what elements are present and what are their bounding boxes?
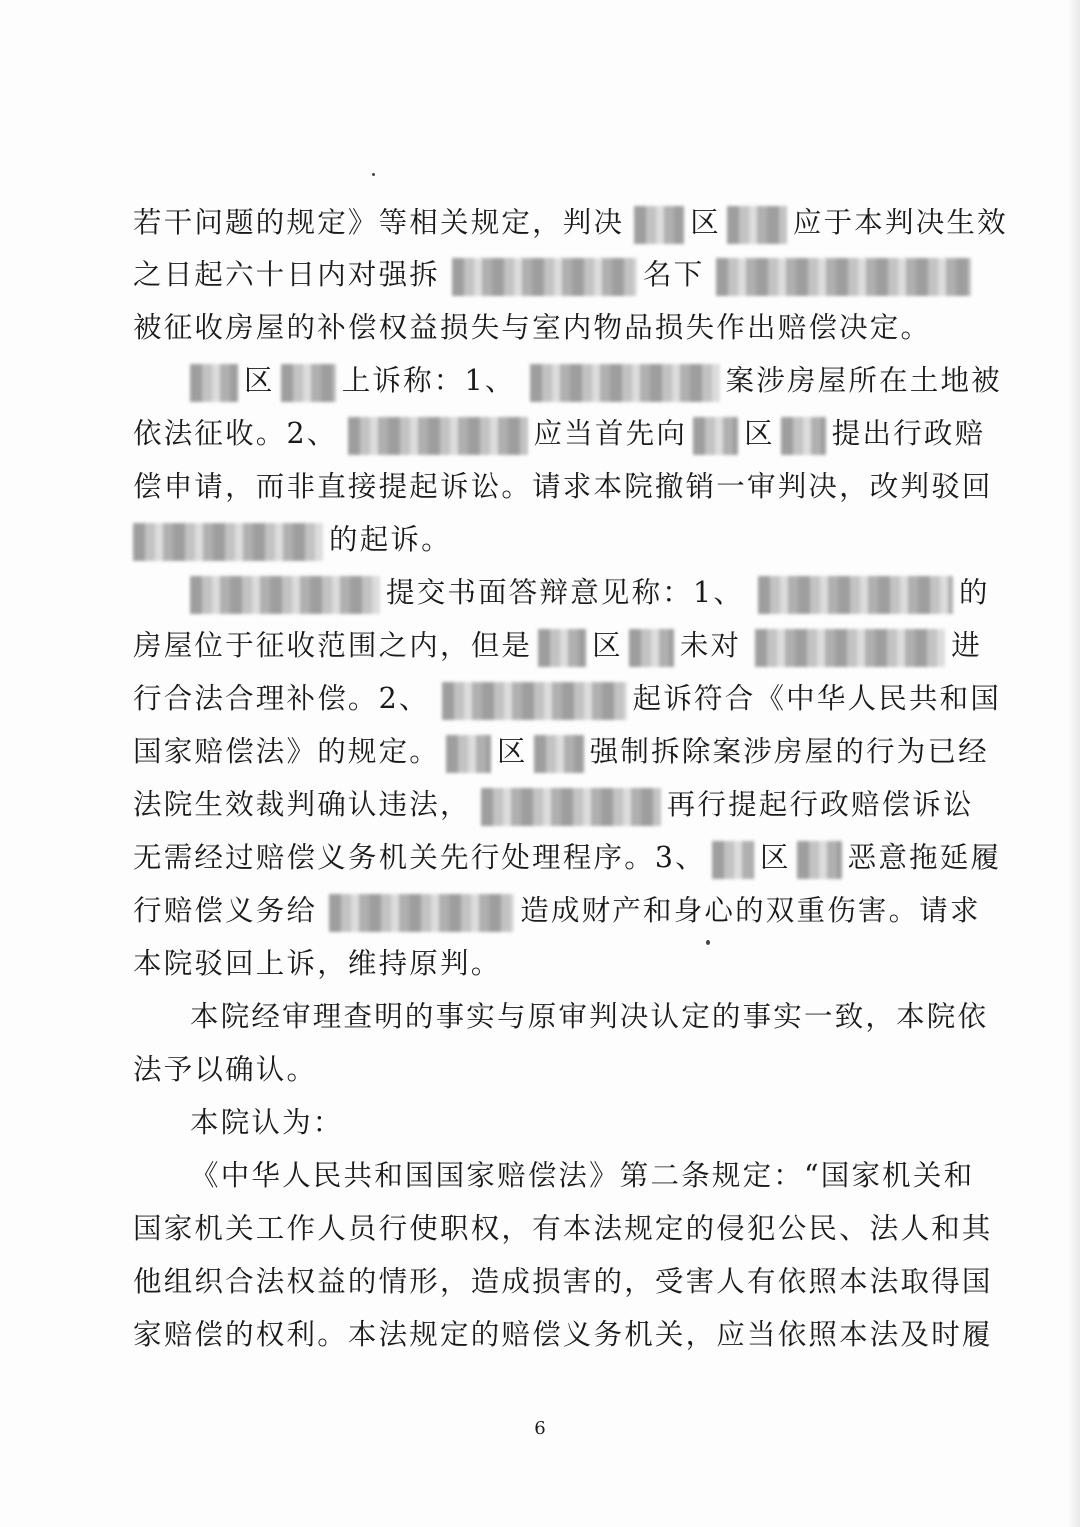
text-line [133, 514, 953, 566]
scan-speck [372, 173, 375, 176]
text-line [133, 461, 993, 513]
text-segment: 房屋位于征收范围之内，但是 [133, 629, 533, 662]
text-segment: 起诉符合《中华人民共和国 [632, 682, 1002, 715]
text-segment: 他组织合法权益的情形，造成损害的，受害人有依照本法取得国 [133, 1265, 993, 1298]
text-segment: 国家机关工作人员行使职权，有本法规定的侵犯公民、法人和其 [133, 1212, 993, 1245]
text-segment: 的起诉。 [329, 523, 452, 556]
redacted-text [634, 206, 684, 244]
text-segment: 被征收房屋的补偿权益损失与室内物品损失作出赔偿决定。 [133, 311, 932, 344]
text-line [133, 408, 986, 460]
text-segment: 本院经审理查明的事实与原审判决认定的事实一致，本院依 [190, 1000, 989, 1033]
text-segment: 提交书面答辩意见称：1、 [386, 576, 745, 609]
text-segment: 未对 [679, 629, 742, 662]
text-line [133, 1309, 993, 1361]
text-line [190, 1097, 953, 1149]
text-line [133, 726, 989, 778]
text-segment: 应当首先向 [533, 417, 688, 450]
text-line [190, 567, 990, 619]
redacted-text [190, 364, 238, 402]
redacted-text [190, 576, 380, 614]
text-segment: 进 [951, 629, 982, 662]
redacted-text [452, 258, 637, 296]
text-segment: 再行提起行政赔偿诉讼 [666, 788, 974, 821]
text-segment: 区 [497, 735, 528, 768]
text-segment: 无需经过赔偿义务机关先行处理程序。3、 [133, 841, 706, 874]
redacted-text [281, 364, 336, 402]
text-line [133, 249, 953, 301]
text-line [133, 620, 982, 672]
redacted-text [716, 258, 971, 296]
text-segment: 区 [592, 629, 623, 662]
redacted-text [534, 735, 584, 773]
text-line [133, 1256, 993, 1308]
text-segment: 行合法合理补偿。2、 [133, 682, 430, 715]
text-line [133, 779, 974, 831]
text-segment: 本院驳回上诉，维持原判。 [133, 947, 502, 980]
text-segment: 应于本判决生效 [792, 206, 1008, 239]
redacted-text [133, 523, 323, 561]
text-segment: 强制拆除案涉房屋的行为已经 [589, 735, 989, 768]
text-line [133, 197, 1008, 249]
text-segment: 《中华人民共和国国家赔偿法》第二条规定：“国家机关和 [190, 1159, 975, 1192]
text-line [190, 1150, 975, 1202]
text-segment: 区 [244, 364, 275, 397]
redacted-text [629, 629, 674, 667]
redacted-text [530, 364, 720, 402]
text-line [133, 938, 953, 990]
text-segment: 国家赔偿法》的规定。 [133, 735, 441, 768]
text-segment: 恶意拖延履 [847, 841, 1002, 874]
redacted-text [781, 417, 826, 455]
redacted-text [329, 894, 514, 932]
text-line [190, 355, 1002, 407]
text-line [133, 1203, 993, 1255]
redacted-text [693, 417, 738, 455]
text-segment: 之日起六十日内对强拆 [133, 258, 441, 291]
redacted-text [755, 629, 945, 667]
text-segment: 若干问题的规定》等相关规定，判决 [133, 206, 625, 239]
redacted-text [797, 841, 842, 879]
redacted-text [712, 841, 754, 879]
text-segment: 上诉称：1、 [341, 364, 516, 397]
redacted-text [348, 417, 528, 455]
text-segment: 的 [959, 576, 990, 609]
redacted-text [481, 788, 661, 826]
scan-edge-shadow [1066, 0, 1080, 1527]
text-segment: 造成财产和身心的双重伤害。请求 [520, 894, 981, 927]
redacted-text [442, 682, 627, 720]
text-line [190, 991, 989, 1043]
text-line [133, 673, 1002, 725]
text-segment: 区 [690, 206, 721, 239]
text-segment: 区 [759, 841, 791, 874]
text-line [133, 885, 981, 937]
text-line [133, 302, 953, 354]
text-segment: 家赔偿的权利。本法规定的赔偿义务机关，应当依照本法及时履 [133, 1318, 993, 1351]
text-segment: 法予以确认。 [133, 1053, 318, 1086]
text-segment: 依法征收。2、 [133, 417, 338, 450]
text-line [133, 1044, 953, 1096]
text-segment: 提出行政赔 [831, 417, 986, 450]
text-segment: 本院认为： [190, 1106, 344, 1139]
redacted-text [446, 735, 491, 773]
text-line [133, 832, 1002, 884]
redacted-text [727, 206, 787, 244]
text-segment: 行赔偿义务给 [133, 894, 318, 927]
redacted-text [538, 629, 586, 667]
text-segment: 名下 [643, 258, 705, 291]
redacted-text [758, 576, 953, 614]
text-segment: 区 [744, 417, 775, 450]
text-segment: 偿申请，而非直接提起诉讼。请求本院撤销一审判决，改判驳回 [133, 470, 993, 503]
page-number: 6 [534, 1418, 546, 1439]
text-segment: 法院生效裁判确认违法， [133, 788, 471, 821]
text-segment: 案涉房屋所在土地被 [725, 364, 1002, 397]
